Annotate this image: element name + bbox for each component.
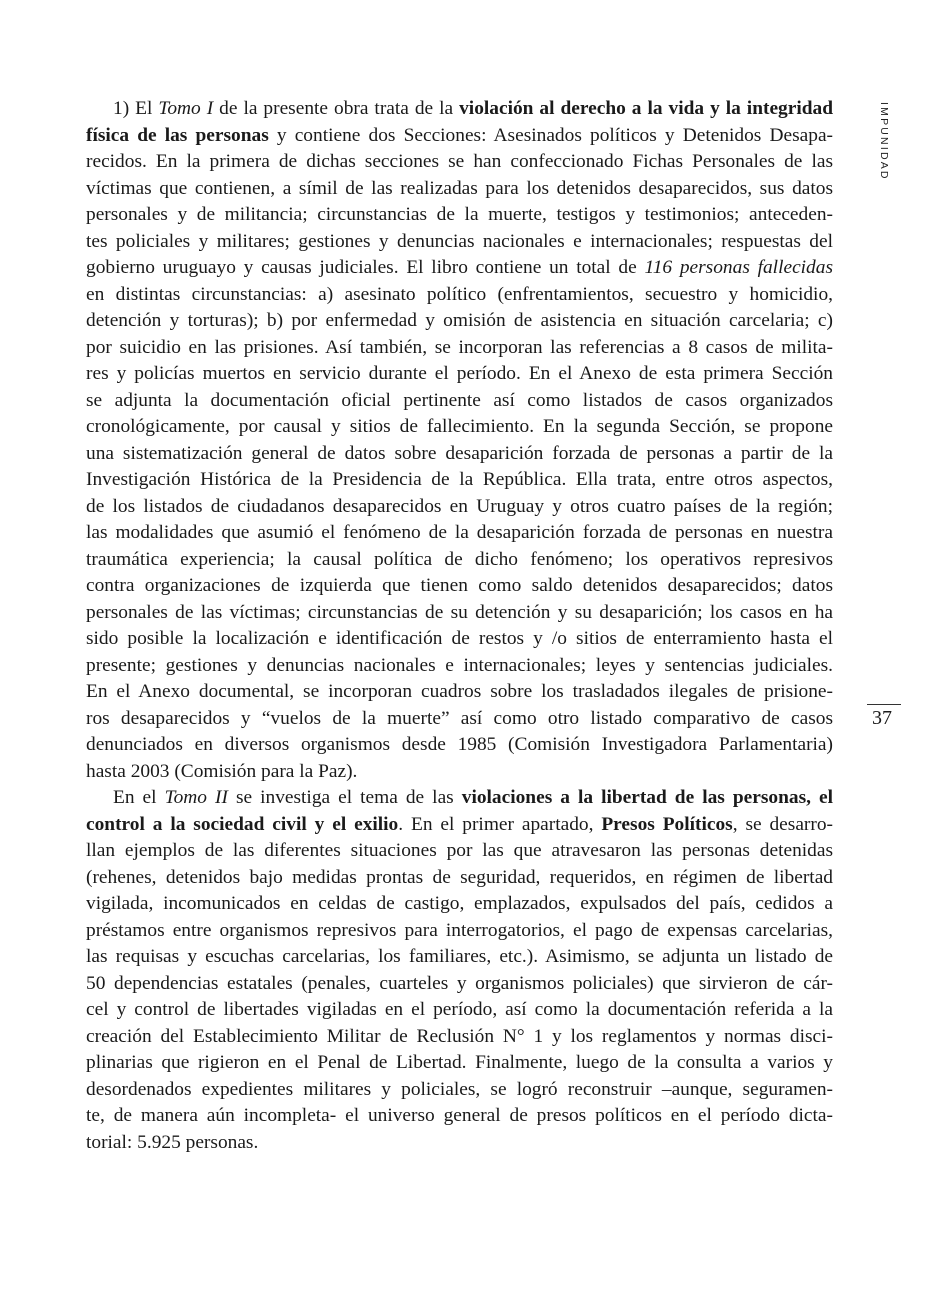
text-line bbox=[86, 467, 833, 494]
text-run: personales y de militancia; circunstancias de la muerte, testigos y testimonios; anteceden- bbox=[86, 204, 833, 225]
text-line bbox=[86, 891, 833, 918]
text-line bbox=[86, 1050, 833, 1077]
text-run: torial: 5.925 personas. bbox=[86, 1131, 259, 1153]
text-run: las modalidades que asumió el fenómeno de la desaparición forzada de personas en nuestra bbox=[86, 522, 833, 543]
text-run: se investiga el tema de las bbox=[227, 787, 462, 808]
text-line bbox=[86, 971, 833, 998]
text-line bbox=[86, 679, 833, 706]
text-run: personales de las víctimas; circunstancias de su detención y su desaparición; los casos en ha bbox=[86, 601, 833, 623]
text-run: víctimas que contienen, a símil de las realizadas para los detenidos desaparecidos, sus datos bbox=[86, 177, 833, 199]
text-line bbox=[86, 1103, 833, 1130]
text-line bbox=[86, 308, 833, 335]
text-line bbox=[86, 812, 833, 839]
text-line bbox=[86, 335, 833, 362]
text-run: préstamos entre organismos represivos para interrogatorios, el pago de expensas carcelarias, bbox=[86, 919, 833, 941]
bold-text: control a la sociedad civil y el exilio bbox=[86, 813, 399, 835]
text-run: detención y torturas); b) por enfermedad y omisión de asistencia en situación carcelaria; c) bbox=[86, 310, 833, 331]
text-run: res y policías muertos en servicio durante el período. En el Anexo de esta primera Sección bbox=[86, 363, 833, 384]
text-line bbox=[86, 282, 833, 309]
text-run: cel y control de libertades vigiladas en el período, así como la documentación referida a la bbox=[86, 999, 833, 1020]
text-run: vigilada, incomunicados en celdas de castigo, emplazados, expulsados del país, cedidos a bbox=[86, 893, 833, 914]
text-run: hasta 2003 (Comisión para la Paz). bbox=[86, 760, 358, 782]
text-line bbox=[86, 573, 833, 600]
text-line bbox=[86, 600, 833, 627]
body-text bbox=[86, 96, 833, 1156]
text-run: traumática experiencia; la causal política de dicho fenómeno; los operativos represivos bbox=[86, 548, 833, 570]
text-run: una sistematización general de datos sobre desaparición forzada de personas a partir de la bbox=[86, 442, 833, 464]
text-line bbox=[86, 653, 833, 680]
paragraph-tomo-ii bbox=[86, 785, 833, 1156]
text-run: denunciados en diversos organismos desde 1985 (Comisión Investigadora Parlamentaria) bbox=[86, 734, 833, 755]
text-run: tes policiales y militares; gestiones y denuncias nacionales e internacionales; respuestas del bbox=[86, 230, 833, 252]
text-run: plinarias que rigieron en el Penal de Libertad. Finalmente, luego de la consulta a varios y bbox=[86, 1052, 833, 1073]
text-line bbox=[86, 202, 833, 229]
text-line bbox=[86, 123, 833, 150]
text-run: y contiene dos Secciones: Asesinados políticos y Detenidos Desapa- bbox=[268, 124, 834, 146]
text-line bbox=[86, 626, 833, 653]
text-run: contra organizaciones de izquierda que tienen como saldo detenidos desaparecidos; datos bbox=[86, 575, 833, 596]
text-line bbox=[86, 494, 833, 521]
text-line bbox=[86, 1077, 833, 1104]
text-line bbox=[86, 997, 833, 1024]
text-line bbox=[86, 96, 833, 123]
text-run: se adjunta la documentación oficial pertinente así como listados de casos organizados bbox=[86, 389, 833, 411]
text-run: llan ejemplos de las diferentes situaciones por las que atravesaron las personas detenidas bbox=[86, 840, 833, 861]
bold-text: Presos Políticos bbox=[601, 813, 733, 835]
text-line bbox=[86, 759, 833, 786]
text-run: 1) El bbox=[113, 98, 159, 119]
text-line bbox=[86, 706, 833, 733]
text-run: te, de manera aún incompleta- el universo general de presos políticos en el período dicta- bbox=[86, 1105, 833, 1126]
text-line bbox=[86, 547, 833, 574]
text-run: En el bbox=[113, 787, 165, 808]
text-line bbox=[86, 149, 833, 176]
bold-text: violaciones a la libertad de las personas, el bbox=[461, 787, 833, 808]
page-number-rule bbox=[867, 704, 901, 705]
italic-text: Tomo I bbox=[158, 98, 214, 119]
text-line bbox=[86, 176, 833, 203]
text-line bbox=[86, 1024, 833, 1051]
text-run: gobierno uruguayo y causas judiciales. El libro contiene un total de bbox=[86, 257, 645, 278]
text-line bbox=[86, 388, 833, 415]
text-run: (rehenes, detenidos bajo medidas prontas de seguridad, requeridos, en régimen de libertad bbox=[86, 866, 833, 888]
text-run: recidos. En la primera de dichas secciones se han confeccionado Fichas Personales de las bbox=[86, 151, 833, 172]
text-line bbox=[86, 441, 833, 468]
text-line bbox=[86, 918, 833, 945]
text-run: . En el primer apartado, bbox=[398, 813, 602, 835]
text-line bbox=[86, 361, 833, 388]
text-line bbox=[86, 732, 833, 759]
italic-text: Tomo II bbox=[164, 787, 228, 808]
text-run: cronológicamente, por causal y sitios de fallecimiento. En la segunda Sección, se propone bbox=[86, 416, 833, 437]
text-run: sido posible la localización e identificación de restos y /o sitios de enterramiento hasta el bbox=[86, 628, 833, 649]
text-line bbox=[86, 838, 833, 865]
running-head: IMPUNIDAD bbox=[878, 102, 890, 181]
text-line bbox=[86, 229, 833, 256]
bold-text: física de las personas bbox=[86, 124, 269, 146]
text-run: las requisas y escuchas carcelarias, los familiares, etc.). Asimismo, se adjunta un listado de bbox=[86, 946, 833, 967]
text-line bbox=[86, 944, 833, 971]
text-run: , se desarro- bbox=[732, 813, 834, 835]
text-run: ros desaparecidos y “vuelos de la muerte” así como otro listado comparativo de casos bbox=[86, 707, 833, 729]
text-run: en distintas circunstancias: a) asesinato político (enfrentamientos, secuestro y homicidio, bbox=[86, 283, 833, 305]
text-line bbox=[86, 785, 833, 812]
text-run: de la presente obra trata de la bbox=[213, 98, 460, 119]
text-line bbox=[86, 414, 833, 441]
text-line bbox=[86, 255, 833, 282]
text-run: 50 dependencias estatales (penales, cuarteles y organismos policiales) que sirvieron de cár- bbox=[86, 972, 833, 994]
text-run: de los listados de ciudadanos desaparecidos en Uruguay y otros cuatro países de la región; bbox=[86, 495, 833, 517]
text-run: En el Anexo documental, se incorporan cuadros sobre los trasladados ilegales de prisione- bbox=[86, 681, 833, 702]
page-number: 37 bbox=[872, 707, 892, 729]
text-line bbox=[86, 865, 833, 892]
text-run: por suicidio en las prisiones. Así también, se incorporan las referencias a 8 casos de milita- bbox=[86, 336, 833, 358]
italic-text: 116 personas fallecidas bbox=[644, 257, 833, 278]
text-line bbox=[86, 520, 833, 547]
bold-text: violación al derecho a la vida y la integridad bbox=[459, 98, 833, 119]
text-run: Investigación Histórica de la Presidencia de la República. Ella trata, entre otros aspectos, bbox=[86, 469, 833, 490]
paragraph-tomo-i bbox=[86, 96, 833, 785]
text-run: creación del Establecimiento Militar de Reclusión N° 1 y los reglamentos y normas disci- bbox=[86, 1025, 833, 1047]
text-line bbox=[86, 1130, 833, 1157]
text-run: desordenados expedientes militares y policiales, se logró reconstruir –aunque, seguramen- bbox=[86, 1078, 833, 1100]
text-run: presente; gestiones y denuncias nacionales e internacionales; leyes y sentencias judiciales. bbox=[86, 654, 833, 676]
